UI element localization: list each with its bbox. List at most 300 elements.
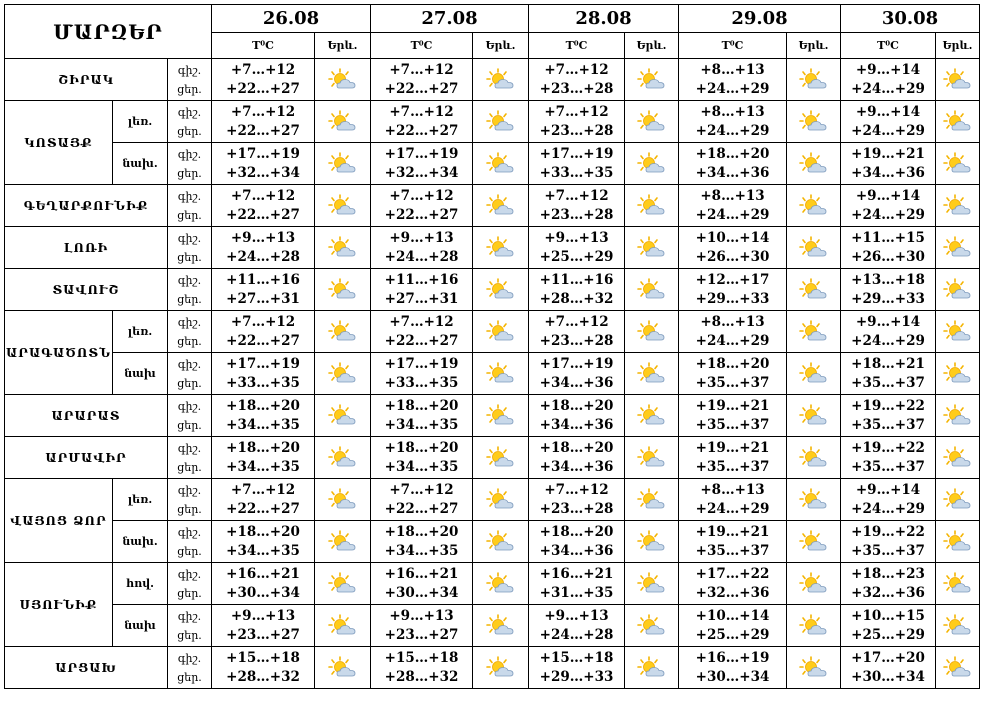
temperature-cell: [212, 437, 315, 479]
region-name: ՇԻՐԱԿ: [5, 59, 168, 101]
day-temp: +32…+34: [384, 164, 459, 181]
temperature-cell: [679, 353, 787, 395]
night-temp: +13…+18: [851, 271, 925, 288]
table-row: [5, 101, 980, 143]
sun-behind-cloud-icon: [787, 488, 840, 512]
day-temp: +34…+36: [539, 542, 614, 559]
temperature-cell: [529, 59, 625, 101]
sun-behind-cloud-icon: [315, 488, 370, 512]
weather-cell: [315, 227, 371, 269]
night-label: գիշ.: [177, 609, 202, 623]
night-temp: +11…+15: [851, 229, 925, 246]
temperature-cell: [529, 269, 625, 311]
day-temp: +24…+29: [695, 80, 770, 97]
sun-behind-cloud-icon: [936, 656, 979, 680]
temperature-cell: [679, 143, 787, 185]
night-temp: +18…+20: [226, 439, 300, 456]
sun-behind-cloud-icon: [315, 572, 370, 596]
temperature-cell: [529, 227, 625, 269]
regions-header: ՄԱՐԶԵՐ: [5, 5, 212, 59]
weather-cell: [473, 437, 529, 479]
table-row: [5, 605, 980, 647]
day-temp: +24…+28: [539, 626, 614, 643]
day-label: ցեր.: [177, 502, 202, 516]
sun-behind-cloud-icon: [936, 278, 979, 302]
night-temp: +18…+20: [384, 439, 459, 456]
night-label: գիշ.: [177, 441, 202, 455]
weather-cell: [936, 59, 980, 101]
night-temp: +7…+12: [230, 481, 296, 498]
day-temp: +35…+37: [695, 458, 770, 475]
night-label: գիշ.: [177, 231, 202, 245]
temperature-cell: [529, 101, 625, 143]
day-temp: +34…+36: [851, 164, 925, 181]
temperature-cell: [679, 395, 787, 437]
weather-cell: [625, 311, 679, 353]
weather-col-header: Երև.: [315, 33, 371, 59]
temperature-cell: [212, 101, 315, 143]
temperature-cell: [841, 437, 936, 479]
sun-behind-cloud-icon: [315, 68, 370, 92]
weather-cell: [787, 521, 841, 563]
day-temp: +24…+29: [695, 500, 770, 517]
sun-behind-cloud-icon: [473, 572, 528, 596]
day-label: ցեր.: [177, 628, 202, 642]
night-temp: +19…+22: [851, 397, 925, 414]
day-temp: +35…+37: [851, 542, 925, 559]
day-temp: +35…+37: [851, 458, 925, 475]
sun-behind-cloud-icon: [315, 320, 370, 344]
day-temp: +24…+29: [851, 80, 925, 97]
sun-behind-cloud-icon: [787, 446, 840, 470]
sun-behind-cloud-icon: [625, 110, 678, 134]
day-label: ցեր.: [177, 250, 202, 264]
night-temp: +9…+13: [389, 229, 454, 246]
temperature-cell: [679, 437, 787, 479]
night-temp: +16…+21: [384, 565, 459, 582]
night-label: գիշ.: [177, 147, 202, 161]
weather-cell: [315, 269, 371, 311]
period-labels: [168, 59, 212, 101]
night-temp: +19…+21: [695, 397, 770, 414]
sun-behind-cloud-icon: [315, 404, 370, 428]
night-temp: +9…+13: [544, 607, 609, 624]
night-temp: +17…+22: [695, 565, 770, 582]
period-labels: [168, 143, 212, 185]
period-labels: [168, 269, 212, 311]
day-temp: +35…+37: [695, 374, 770, 391]
temperature-cell: [679, 605, 787, 647]
weather-cell: [936, 185, 980, 227]
weather-cell: [625, 479, 679, 521]
sun-behind-cloud-icon: [787, 110, 840, 134]
day-temp: +22…+27: [384, 332, 459, 349]
temperature-cell: [212, 563, 315, 605]
table-row: [5, 311, 980, 353]
night-temp: +11…+16: [539, 271, 614, 288]
night-temp: +18…+23: [851, 565, 925, 582]
night-label: գիշ.: [177, 357, 202, 371]
day-temp: +22…+27: [384, 80, 459, 97]
weather-cell: [936, 101, 980, 143]
weather-cell: [315, 353, 371, 395]
temperature-cell: [371, 353, 473, 395]
day-temp: +32…+36: [695, 584, 770, 601]
temperature-cell: [841, 101, 936, 143]
night-label: գիշ.: [177, 63, 202, 77]
temperature-cell: [841, 479, 936, 521]
temperature-cell: [371, 143, 473, 185]
day-temp: +33…+35: [226, 374, 300, 391]
temp-col-header: T⁰C: [529, 33, 625, 59]
temp-col-header: T⁰C: [679, 33, 787, 59]
temperature-cell: [371, 269, 473, 311]
weather-cell: [625, 437, 679, 479]
weather-cell: [787, 395, 841, 437]
weather-cell: [625, 647, 679, 689]
weather-col-header: Երև.: [936, 33, 980, 59]
weather-cell: [787, 185, 841, 227]
night-temp: +7…+12: [389, 61, 454, 78]
period-labels: [168, 185, 212, 227]
weather-cell: [473, 521, 529, 563]
night-temp: +18…+20: [695, 355, 770, 372]
weather-cell: [473, 311, 529, 353]
day-temp: +24…+29: [851, 332, 925, 349]
day-label: ցեր.: [177, 208, 202, 222]
day-temp: +24…+28: [384, 248, 459, 265]
weather-cell: [315, 437, 371, 479]
day-temp: +34…+36: [539, 374, 614, 391]
night-temp: +8…+13: [700, 481, 765, 498]
sun-behind-cloud-icon: [473, 152, 528, 176]
night-temp: +16…+19: [695, 649, 770, 666]
weather-cell: [625, 521, 679, 563]
sun-behind-cloud-icon: [315, 362, 370, 386]
sun-behind-cloud-icon: [625, 194, 678, 218]
night-temp: +7…+12: [544, 103, 609, 120]
subregion-label: լեռ.: [113, 101, 168, 143]
night-temp: +10…+14: [695, 229, 770, 246]
sun-behind-cloud-icon: [473, 110, 528, 134]
temperature-cell: [212, 647, 315, 689]
night-temp: +7…+12: [389, 481, 454, 498]
region-name: ԱՐՄԱՎԻՐ: [5, 437, 168, 479]
temperature-cell: [529, 521, 625, 563]
night-label: գիշ.: [177, 525, 202, 539]
weather-cell: [787, 311, 841, 353]
period-labels: [168, 647, 212, 689]
weather-cell: [787, 143, 841, 185]
temperature-cell: [841, 185, 936, 227]
night-temp: +7…+12: [389, 187, 454, 204]
day-temp: +33…+35: [384, 374, 459, 391]
weather-cell: [473, 143, 529, 185]
temperature-cell: [212, 605, 315, 647]
day-label: ցեր.: [177, 124, 202, 138]
sun-behind-cloud-icon: [625, 362, 678, 386]
night-temp: +7…+12: [544, 481, 609, 498]
day-temp: +28…+32: [226, 668, 300, 685]
night-temp: +15…+18: [539, 649, 614, 666]
night-temp: +7…+12: [544, 61, 609, 78]
day-temp: +30…+34: [384, 584, 459, 601]
day-temp: +25…+29: [539, 248, 614, 265]
day-label: ցեր.: [177, 460, 202, 474]
sun-behind-cloud-icon: [787, 152, 840, 176]
sun-behind-cloud-icon: [473, 446, 528, 470]
sun-behind-cloud-icon: [787, 194, 840, 218]
temperature-cell: [371, 605, 473, 647]
weather-cell: [315, 479, 371, 521]
day-temp: +33…+35: [539, 164, 614, 181]
temperature-cell: [371, 395, 473, 437]
sun-behind-cloud-icon: [625, 488, 678, 512]
weather-cell: [625, 605, 679, 647]
weather-cell: [315, 185, 371, 227]
temperature-cell: [841, 311, 936, 353]
temperature-cell: [212, 59, 315, 101]
night-temp: +10…+15: [851, 607, 925, 624]
day-temp: +30…+34: [851, 668, 925, 685]
night-temp: +18…+20: [539, 439, 614, 456]
subregion-label: նախ.: [113, 143, 168, 185]
weather-cell: [473, 101, 529, 143]
night-temp: +18…+20: [539, 397, 614, 414]
day-temp: +32…+36: [851, 584, 925, 601]
weather-cell: [936, 521, 980, 563]
table-row: [5, 185, 980, 227]
sun-behind-cloud-icon: [473, 278, 528, 302]
temperature-cell: [679, 311, 787, 353]
sun-behind-cloud-icon: [625, 404, 678, 428]
temperature-cell: [529, 479, 625, 521]
day-temp: +22…+27: [226, 332, 300, 349]
sun-behind-cloud-icon: [936, 488, 979, 512]
table-row: [5, 395, 980, 437]
night-temp: +11…+16: [384, 271, 459, 288]
day-temp: +34…+35: [226, 416, 300, 433]
day-temp: +23…+28: [539, 80, 614, 97]
temperature-cell: [841, 521, 936, 563]
weather-cell: [936, 563, 980, 605]
sun-behind-cloud-icon: [625, 656, 678, 680]
weather-cell: [936, 647, 980, 689]
day-temp: +23…+28: [539, 122, 614, 139]
sun-behind-cloud-icon: [936, 572, 979, 596]
period-labels: [168, 437, 212, 479]
day-temp: +24…+29: [695, 206, 770, 223]
temperature-cell: [212, 353, 315, 395]
temperature-cell: [212, 521, 315, 563]
day-temp: +23…+28: [539, 500, 614, 517]
night-temp: +18…+20: [384, 397, 459, 414]
temperature-cell: [679, 647, 787, 689]
sun-behind-cloud-icon: [473, 656, 528, 680]
day-temp: +34…+36: [539, 416, 614, 433]
night-temp: +8…+13: [700, 103, 765, 120]
sun-behind-cloud-icon: [936, 362, 979, 386]
sun-behind-cloud-icon: [936, 530, 979, 554]
day-temp: +24…+29: [851, 122, 925, 139]
night-temp: +19…+21: [695, 439, 770, 456]
day-temp: +32…+34: [226, 164, 300, 181]
temperature-cell: [371, 227, 473, 269]
night-temp: +15…+18: [226, 649, 300, 666]
sun-behind-cloud-icon: [787, 656, 840, 680]
temp-col-header: T⁰C: [371, 33, 473, 59]
sun-behind-cloud-icon: [936, 614, 979, 638]
weather-cell: [473, 605, 529, 647]
day-temp: +34…+35: [226, 458, 300, 475]
temperature-cell: [529, 605, 625, 647]
weather-cell: [936, 311, 980, 353]
day-temp: +24…+29: [695, 122, 770, 139]
temperature-cell: [679, 521, 787, 563]
night-temp: +7…+12: [230, 187, 296, 204]
day-temp: +22…+27: [384, 500, 459, 517]
period-labels: [168, 395, 212, 437]
night-temp: +17…+20: [851, 649, 925, 666]
temperature-cell: [212, 311, 315, 353]
weather-col-header: Երև.: [625, 33, 679, 59]
temperature-cell: [679, 227, 787, 269]
sun-behind-cloud-icon: [787, 404, 840, 428]
day-temp: +25…+29: [851, 626, 925, 643]
night-label: գիշ.: [177, 273, 202, 287]
sun-behind-cloud-icon: [473, 404, 528, 428]
sun-behind-cloud-icon: [315, 236, 370, 260]
sun-behind-cloud-icon: [473, 530, 528, 554]
temperature-cell: [529, 647, 625, 689]
sun-behind-cloud-icon: [473, 236, 528, 260]
day-temp: +25…+29: [695, 626, 770, 643]
temperature-cell: [679, 269, 787, 311]
sun-behind-cloud-icon: [625, 446, 678, 470]
sun-behind-cloud-icon: [625, 320, 678, 344]
weather-cell: [787, 59, 841, 101]
weather-cell: [315, 647, 371, 689]
sun-behind-cloud-icon: [787, 68, 840, 92]
sun-behind-cloud-icon: [936, 404, 979, 428]
day-temp: +35…+37: [695, 542, 770, 559]
period-labels: [168, 521, 212, 563]
temperature-cell: [841, 395, 936, 437]
date-header: 26.08: [212, 5, 371, 33]
date-header: 28.08: [529, 5, 679, 33]
region-name: ԱՐԱՐԱՏ: [5, 395, 168, 437]
night-temp: +8…+13: [700, 187, 765, 204]
sun-behind-cloud-icon: [787, 320, 840, 344]
weather-col-header: Երև.: [473, 33, 529, 59]
night-temp: +7…+12: [230, 103, 296, 120]
night-temp: +15…+18: [384, 649, 459, 666]
table-row: [5, 437, 980, 479]
subregion-label: հով.: [113, 563, 168, 605]
region-name: ԳԵՂԱՐՔՈՒՆԻՔ: [5, 185, 168, 227]
region-name: ԿՈՏԱՅՔ: [5, 101, 113, 185]
sun-behind-cloud-icon: [473, 68, 528, 92]
sun-behind-cloud-icon: [936, 446, 979, 470]
night-label: գիշ.: [177, 105, 202, 119]
day-temp: +29…+33: [695, 290, 770, 307]
night-temp: +7…+12: [544, 187, 609, 204]
subregion-label: նախ: [113, 605, 168, 647]
day-temp: +24…+29: [695, 332, 770, 349]
sun-behind-cloud-icon: [315, 656, 370, 680]
day-temp: +23…+28: [539, 332, 614, 349]
weather-cell: [936, 143, 980, 185]
temperature-cell: [679, 101, 787, 143]
night-temp: +19…+22: [851, 439, 925, 456]
day-temp: +22…+27: [226, 500, 300, 517]
night-temp: +9…+14: [855, 187, 921, 204]
sun-behind-cloud-icon: [936, 152, 979, 176]
temperature-cell: [212, 395, 315, 437]
date-header: 27.08: [371, 5, 529, 33]
night-temp: +17…+19: [226, 355, 300, 372]
weather-cell: [625, 269, 679, 311]
temperature-cell: [371, 311, 473, 353]
night-temp: +7…+12: [544, 313, 609, 330]
sun-behind-cloud-icon: [625, 68, 678, 92]
night-label: գիշ.: [177, 483, 202, 497]
sun-behind-cloud-icon: [787, 614, 840, 638]
night-temp: +8…+13: [700, 313, 765, 330]
day-label: ցեր.: [177, 586, 202, 600]
night-label: գիշ.: [177, 399, 202, 413]
night-temp: +19…+21: [695, 523, 770, 540]
night-temp: +18…+20: [539, 523, 614, 540]
night-temp: +9…+14: [855, 61, 921, 78]
table-row: [5, 647, 980, 689]
table-row: [5, 269, 980, 311]
subregion-label: նախ.: [113, 521, 168, 563]
temperature-cell: [212, 143, 315, 185]
temperature-cell: [841, 143, 936, 185]
temperature-cell: [529, 143, 625, 185]
date-header: 29.08: [679, 5, 841, 33]
weather-cell: [315, 59, 371, 101]
night-temp: +17…+19: [384, 145, 459, 162]
day-temp: +22…+27: [384, 206, 459, 223]
weather-cell: [473, 185, 529, 227]
weather-cell: [625, 227, 679, 269]
weather-cell: [315, 521, 371, 563]
weather-cell: [787, 563, 841, 605]
sun-behind-cloud-icon: [473, 320, 528, 344]
night-temp: +7…+12: [389, 313, 454, 330]
night-temp: +18…+20: [226, 397, 300, 414]
day-temp: +22…+27: [384, 122, 459, 139]
weather-cell: [473, 647, 529, 689]
day-temp: +24…+28: [226, 248, 300, 265]
day-temp: +22…+27: [226, 206, 300, 223]
day-temp: +29…+33: [851, 290, 925, 307]
subregion-label: նախ: [113, 353, 168, 395]
night-temp: +16…+21: [539, 565, 614, 582]
day-label: ցեր.: [177, 376, 202, 390]
subregion-label: լեռ.: [113, 311, 168, 353]
period-labels: [168, 311, 212, 353]
table-row: [5, 59, 980, 101]
day-temp: +23…+27: [226, 626, 300, 643]
weather-cell: [625, 59, 679, 101]
temperature-cell: [679, 479, 787, 521]
sun-behind-cloud-icon: [315, 194, 370, 218]
day-temp: +34…+35: [384, 542, 459, 559]
night-temp: +9…+13: [544, 229, 609, 246]
